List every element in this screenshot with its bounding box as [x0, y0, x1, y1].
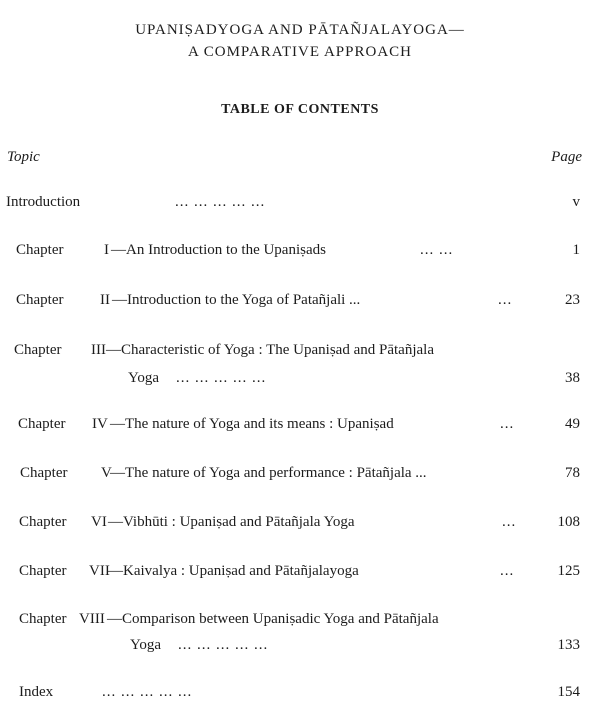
chapter-title: —Comparison between Upaniṣadic Yoga and Pātañjala: [107, 611, 439, 627]
book-title-line-2: A COMPARATIVE APPROACH: [187, 44, 412, 60]
leader-dots: ...: [500, 416, 515, 432]
entry-label: Chapter: [16, 242, 64, 258]
page-number: 154: [557, 684, 580, 700]
leader-dots: ... ... ... ... ...: [175, 194, 266, 210]
toc-entry-chapter-4[interactable]: [0, 416, 600, 436]
entry-label: Chapter: [19, 514, 67, 530]
chapter-title: —Vibhūti : Upaniṣad and Pātañjala Yoga: [108, 514, 355, 530]
toc-entry-chapter-5[interactable]: [0, 465, 600, 485]
page-number: v: [572, 194, 580, 210]
toc-entry-chapter-6[interactable]: [0, 514, 600, 534]
leader-dots: ... ...: [420, 242, 454, 258]
chapter-title: —Introduction to the Yoga of Patañjali ...: [112, 292, 361, 308]
leader-dots: ...: [498, 292, 513, 308]
entry-label: Chapter: [19, 563, 67, 579]
topic-column-header: Topic: [7, 149, 40, 165]
toc-entry-introduction[interactable]: [0, 194, 600, 214]
book-title-line-1: UPANIṢADYOGA AND PĀTAÑJALAYOGA—: [135, 22, 465, 38]
leader-dots: ... ... ... ... ...: [178, 637, 269, 653]
leader-dots: ...: [502, 514, 517, 530]
entry-label: Chapter: [19, 611, 67, 627]
chapter-numeral: VI: [91, 514, 107, 530]
entry-label: Chapter: [14, 342, 62, 358]
toc-entry-chapter-3[interactable]: [0, 342, 600, 390]
chapter-title: —The nature of Yoga and its means : Upaniṣad: [110, 416, 394, 432]
chapter-numeral: IV: [92, 416, 108, 432]
chapter-numeral: V: [101, 465, 112, 481]
chapter-title: —Kaivalya : Upaniṣad and Pātañjalayoga: [108, 563, 359, 579]
toc-entry-chapter-7[interactable]: [0, 563, 600, 583]
page-column-header: Page: [551, 149, 582, 165]
toc-entry-index[interactable]: [0, 684, 600, 704]
page-number: 38: [565, 370, 580, 386]
entry-label: Introduction: [6, 194, 81, 210]
chapter-title-continuation: Yoga: [130, 637, 161, 653]
page-number: 23: [565, 292, 580, 308]
entry-label: Chapter: [18, 416, 66, 432]
page-number: 125: [557, 563, 580, 579]
entry-label: Chapter: [16, 292, 64, 308]
toc-entry-chapter-8[interactable]: [0, 611, 600, 657]
page-number: 133: [557, 637, 580, 653]
page-number: 78: [565, 465, 580, 481]
chapter-title: —The nature of Yoga and performance : Pātañjala ...: [110, 465, 427, 481]
chapter-title: —An Introduction to the Upaniṣads: [111, 242, 326, 258]
leader-dots: ... ... ... ... ...: [176, 370, 267, 386]
chapter-numeral: VII: [89, 563, 110, 579]
toc-entry-chapter-2[interactable]: [0, 292, 600, 312]
toc-entry-chapter-1[interactable]: [0, 242, 600, 262]
page-number: 108: [557, 514, 580, 530]
entry-label: Chapter: [20, 465, 68, 481]
chapter-title: —Characteristic of Yoga : The Upaniṣad and Pātañjala: [106, 342, 434, 358]
chapter-title-continuation: Yoga: [128, 370, 159, 386]
chapter-numeral: I: [104, 242, 109, 258]
chapter-numeral: II: [100, 292, 110, 308]
leader-dots: ... ... ... ... ...: [102, 684, 193, 700]
chapter-numeral: VIII: [79, 611, 105, 627]
page-number: 1: [572, 242, 580, 258]
entry-label: Index: [19, 684, 54, 700]
page-number: 49: [565, 416, 580, 432]
leader-dots: ...: [500, 563, 515, 579]
chapter-numeral: III: [91, 342, 106, 358]
toc-heading: TABLE OF CONTENTS: [221, 102, 379, 117]
